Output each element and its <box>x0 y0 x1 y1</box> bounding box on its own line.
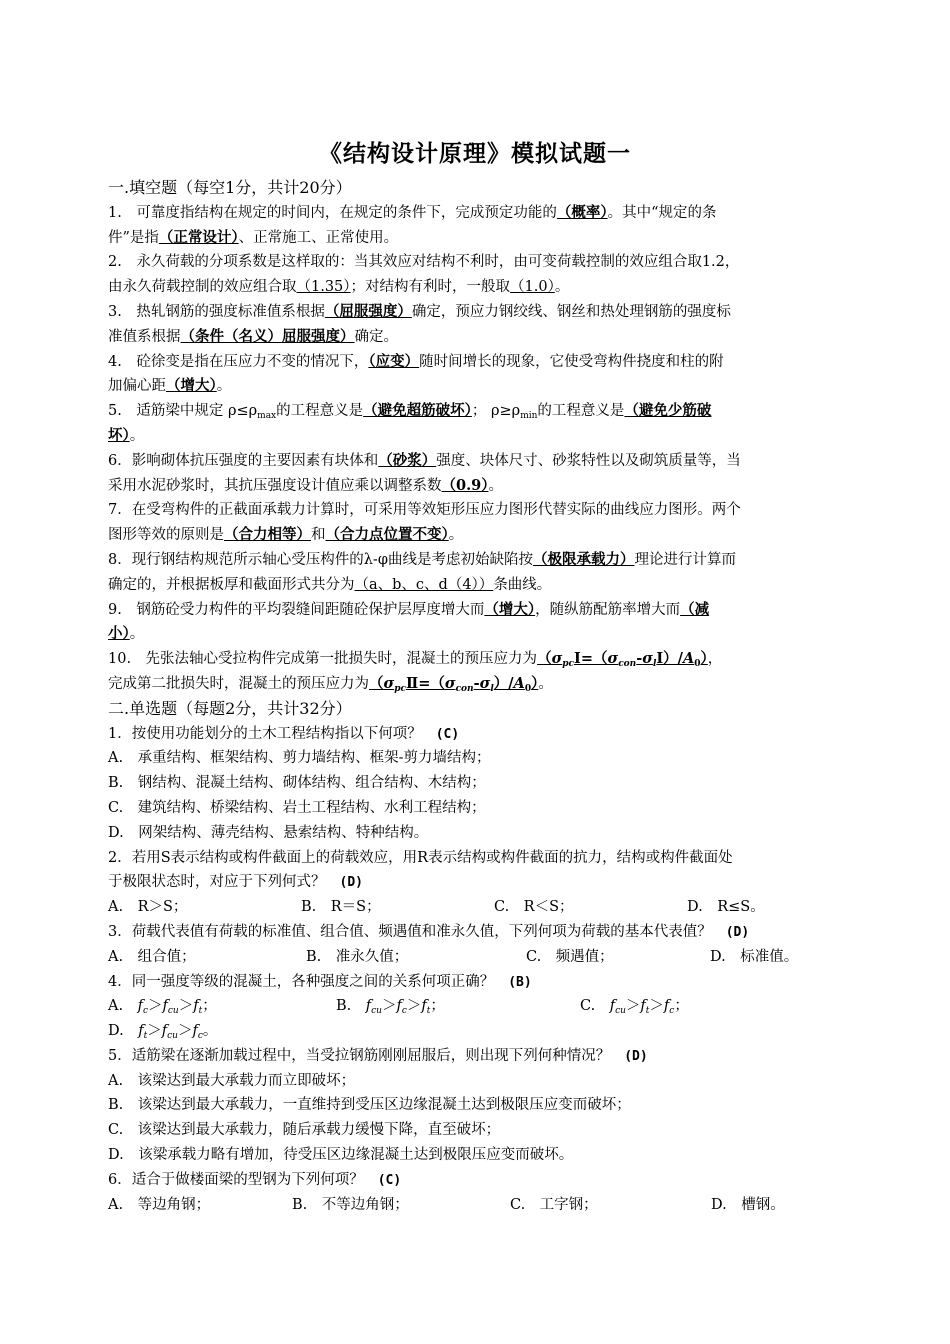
answer-blank: （减 <box>680 600 710 618</box>
answer-blank: （避免超筋破坏） <box>363 402 472 420</box>
question-line: 7．在受弯构件的正截面承载力计算时，可采用等效矩形压应力图形代替实际的曲线应力图形。两个 <box>108 502 741 519</box>
question-stem: 1．按使用功能划分的土木工程结构指以下何项？ (C) <box>108 725 460 742</box>
section-heading: 二.单选题（每题2分，共计32分） <box>108 698 352 718</box>
option-row <box>108 945 843 970</box>
question-line: 5. 适筋梁中规定 $\rho\le\rho_{max}$的工程意义是（避免超筋破坏）； $\rho\ge\rho_{min}$的工程意义是（避免少筋破 <box>108 402 712 422</box>
formula-answer: $(\sigma_{pc}Ⅰ=(\sigma_{con}-\sigma_lⅠ)/A_0)$ <box>537 650 708 670</box>
answer-blank: （概率） <box>556 203 608 221</box>
option-line: B. 该梁达到最大承载力，一直维持到受压区边缘混凝土达到极限压应变而破坏； <box>108 1097 631 1114</box>
answer-blank: （应变） <box>368 352 420 370</box>
answer-key: (C) <box>377 1172 402 1188</box>
option: A. $f_c>f_{cu}>f_t$； <box>108 998 217 1017</box>
formula-answer: $(\sigma_{pc}Ⅱ=(\sigma_{con}-\sigma_l)/A_0)$ <box>369 674 539 694</box>
question-stem: 6．适合于做楼面梁的型钢为下列何项？ (C) <box>108 1171 402 1188</box>
option: A. R＞S； <box>108 899 188 916</box>
answer-key: (D) <box>725 924 750 940</box>
question-line: 3. 热轧钢筋的强度标准值系根据（屈服强度）确定，预应力钢绞线、钢丝和热处理钢筋的强度标 <box>108 302 731 320</box>
answer-blank: （0.9） <box>441 476 489 494</box>
question-line: 图形等效的原则是（合力相等）和（合力点位置不变）。 <box>108 526 464 544</box>
option-line: C. 该梁达到最大承载力，随后承载力缓慢下降，直至破坏； <box>108 1122 501 1139</box>
answer-blank: （极限承载力） <box>532 550 635 568</box>
option-line: D. 该梁承载力略有增加，待受压区边缘混凝土达到极限压应变而破坏。 <box>108 1147 574 1164</box>
question-stem: 3．荷载代表值有荷载的标准值、组合值、频遇值和准永久值，下列何项为荷载的基本代表值？ (D) <box>108 923 750 940</box>
answer-blank: （增大） <box>484 600 536 618</box>
option-line: D. $f_t>f_{cu}>f_c$。 <box>108 1023 218 1042</box>
section-heading: 一.填空题（每空1分，共计20分） <box>108 178 352 197</box>
question-stem: 于极限状态时，对应于下列何式？ (D) <box>108 874 363 891</box>
answer-blank: （避免少筋破 <box>624 402 712 420</box>
question-line: 采用水泥砂浆时，其抗压强度设计值应乘以调整系数（0.9）。 <box>108 476 503 494</box>
question-line: 4. 砼徐变是指在压应力不变的情况下，（应变）随时间增长的现象，它使受弯构件挠度和柱的附 <box>108 352 724 370</box>
option: C. 工字钢； <box>510 1196 598 1213</box>
answer-blank: （屈服强度） <box>324 302 412 320</box>
question-line: 件”是指（正常设计）、正常施工、正常使用。 <box>108 228 399 246</box>
option-line: A. 该梁达到最大承载力而立即破坏； <box>108 1072 356 1089</box>
question-line: 完成第二批损失时，混凝土的预压应力为$(\sigma_{pc}Ⅱ=(\sigma_{con}-\sigma_l)/A_0)$。 <box>108 674 553 694</box>
answer-key: (D) <box>624 1048 648 1064</box>
option: D. 标准值。 <box>710 948 799 965</box>
answer-blank: 坏） <box>108 426 130 444</box>
option: B. 准永久值； <box>306 948 409 965</box>
exam-content <box>108 176 843 1217</box>
option-line: A. 承重结构、框架结构、剪力墙结构、框架-剪力墙结构； <box>108 750 491 767</box>
question-line: 确定的，并根据板厚和截面形式共分为（a、b、c、d（4））条曲线。 <box>108 576 552 593</box>
answer-key: (B) <box>508 974 532 990</box>
option: D. R≤S。 <box>687 899 765 916</box>
question-line: 9. 钢筋砼受力构件的平均裂缝间距随砼保护层厚度增大而（增大），随纵筋配筋率增大而（减 <box>108 600 710 618</box>
question-line: 准值系根据（条件（名义）屈服强度）确定。 <box>108 327 398 345</box>
question-line: 10. 先张法轴心受拉构件完成第一批损失时，混凝土的预压应力为$(\sigma_{pc}Ⅰ=(\sigma_{con}-\sigma_lⅠ)/A_0)$， <box>108 650 723 670</box>
question-line: 加偏心距（增大）。 <box>108 377 232 395</box>
answer-blank: （条件（名义）屈服强度） <box>180 327 355 345</box>
option: C. R＜S； <box>494 899 574 916</box>
option: B. R＝S； <box>301 899 381 916</box>
option-line: D. 网架结构、薄壳结构、悬索结构、特种结构。 <box>108 824 429 841</box>
option-row <box>108 895 843 920</box>
answer-blank: （合力相等） <box>224 526 311 544</box>
option: A. 组合值； <box>108 948 196 965</box>
question-line: 1. 可靠度指结构在规定的时间内，在规定的条件下，完成预定功能的（概率）。其中“规定的条 <box>108 203 717 221</box>
question-line: 2. 永久荷载的分项系数是这样取的：当其效应对结构不利时，由可变荷载控制的效应组合取1.2， <box>108 254 740 271</box>
page-title: 《结构设计原理》模拟试题一 <box>319 140 631 167</box>
question-line: 6．影响砌体抗压强度的主要因素有块体和（砂浆）强度、块体尺寸、砂浆特性以及砌筑质量等，当 <box>108 451 741 469</box>
question-line: 小）。 <box>108 625 145 643</box>
answer-blank: （增大） <box>166 377 217 395</box>
option: D. 槽钢。 <box>711 1196 785 1213</box>
option: B. $f_{cu}>f_c>f_t$； <box>336 998 445 1017</box>
question-line: 8．现行钢结构规范所示轴心受压构件的λ-φ曲线是考虑初始缺陷按（极限承载力）理论进行计算而 <box>108 550 736 568</box>
answer-key: (D) <box>339 875 363 891</box>
question-stem: 4．同一强度等级的混凝土，各种强度之间的关系何项正确？ (B) <box>108 973 532 990</box>
answer-key: (C) <box>435 726 460 742</box>
question-line: 坏）。 <box>108 426 145 444</box>
option-line: C. 建筑结构、桥梁结构、岩土工程结构、水利工程结构； <box>108 799 486 816</box>
option: A. 等边角钢； <box>108 1196 211 1213</box>
option-line: B. 钢结构、混凝土结构、砌体结构、组合结构、木结构； <box>108 775 486 792</box>
option: B. 不等边角钢； <box>292 1196 409 1213</box>
answer-blank: （砂浆） <box>378 451 437 469</box>
answer-blank: （a、b、c、d（4）） <box>354 576 494 593</box>
answer-blank: （1.35） <box>296 279 351 296</box>
answer-blank: （1.0） <box>510 279 555 296</box>
option-row <box>108 994 843 1019</box>
question-stem: 5．适筋梁在逐渐加载过程中，当受拉钢筋刚刚屈服后，则出现下列何种情况？ (D) <box>108 1047 648 1064</box>
answer-blank: （正常设计） <box>158 228 239 246</box>
option: C. 频遇值； <box>526 948 614 965</box>
answer-blank: 小） <box>108 625 130 643</box>
option: C. $f_{cu}>f_t>f_c$； <box>580 998 689 1017</box>
option-row <box>108 1193 843 1218</box>
question-stem: 2．若用S表示结构或构件截面上的荷载效应，用R表示结构或构件截面的抗力，结构或构件截面处 <box>108 849 733 866</box>
answer-blank: （合力点位置不变） <box>325 526 449 544</box>
question-line: 由永久荷载控制的效应组合取（1.35）；对结构有利时，一般取（1.0）。 <box>108 279 570 296</box>
